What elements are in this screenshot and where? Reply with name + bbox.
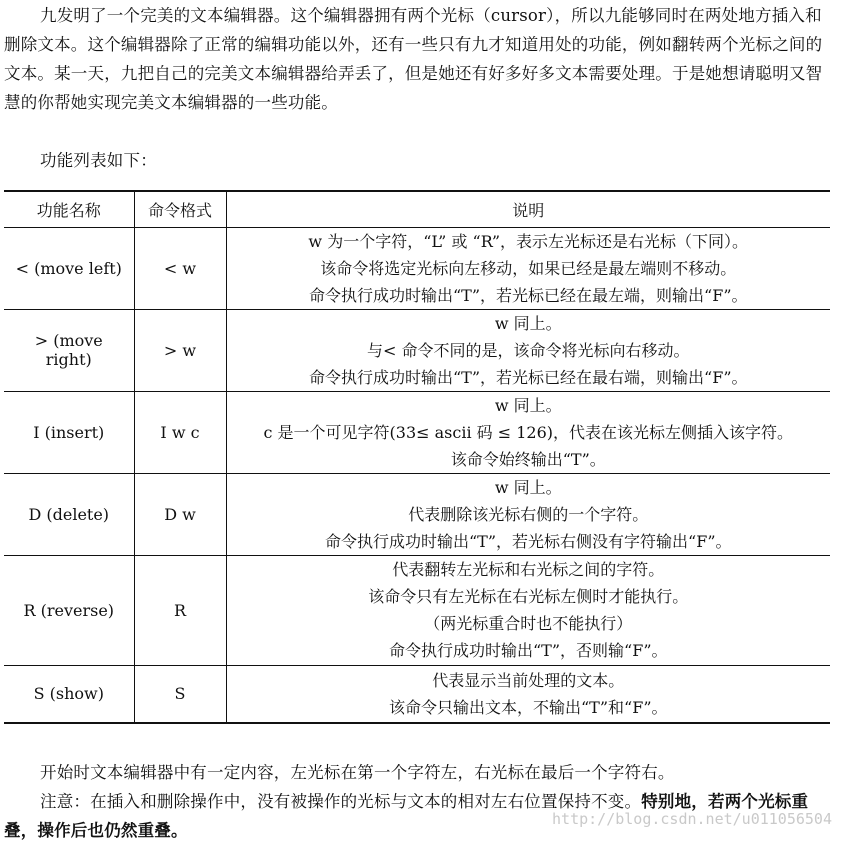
function-name-cell: < (move left) <box>4 227 134 309</box>
intro-paragraph: 九发明了一个完美的文本编辑器。这个编辑器拥有两个光标（cursor），所以九能够同时在两处地方插入和删除文本。这个编辑器除了正常的编辑功能以外，还有一些只有九才知道用处的功能，例如翻转两个光标之间的文本。某一天，九把自己的完美文本编辑器给弄丢了，但是她还有好多好多文本需要处理。于是她想请聪明又智慧的你帮她实现完美文本编辑器的一些功能。 <box>4 6 823 112</box>
function-name-cell: R (reverse) <box>4 555 134 665</box>
function-list-title: 功能列表如下： <box>40 151 157 170</box>
command-format-cell: < w <box>134 227 226 309</box>
table-row <box>4 309 830 391</box>
description-line: 命令执行成功时输出“T”，若光标已经在最左端，则输出“F”。 <box>309 285 748 305</box>
command-format-cell: R <box>134 555 226 665</box>
table-row <box>4 555 830 665</box>
description-cell <box>226 309 830 391</box>
command-format-cell: I w c <box>134 391 226 473</box>
table-row <box>4 665 830 723</box>
cursor-overlap-note: 特别地，若两个光标重叠，操作后也仍然重叠。 <box>4 792 809 840</box>
function-name-cell: > (move right) <box>4 309 134 391</box>
table-header-row <box>4 191 830 227</box>
description-line: 命令执行成功时输出“T”，否则输“F”。 <box>389 641 668 660</box>
description-line: 该命令只有左光标在右光标左侧时才能执行。 <box>368 587 689 606</box>
description-line: 命令执行成功时输出“T”，若光标右侧没有字符输出“F”。 <box>325 531 732 551</box>
description-line: 代表翻转左光标和右光标之间的字符。 <box>392 560 665 579</box>
description-cell <box>226 665 830 723</box>
description-cell <box>226 391 830 473</box>
table-row <box>4 227 830 309</box>
command-format-cell: S <box>134 665 226 723</box>
watermark: http://blog.csdn.net/u011056504 <box>552 810 832 828</box>
description-line: w 为一个字符，“L” 或 “R”，表示左光标还是右光标（下同）。 <box>308 231 749 251</box>
description-line: w 同上。 <box>494 313 562 333</box>
description-line: w 同上。 <box>494 395 562 415</box>
function-name-cell: I (insert) <box>4 391 134 473</box>
table-row <box>4 391 830 473</box>
function-name-cell: D (delete) <box>4 473 134 555</box>
description-line: 代表显示当前处理的文本。 <box>432 670 625 690</box>
function-table <box>4 190 830 724</box>
table-row <box>4 473 830 555</box>
function-name-cell: S (show) <box>4 665 134 723</box>
initial-state-note: 开始时文本编辑器中有一定内容，左光标在第一个字符左，右光标在最后一个字符右。 <box>40 763 675 782</box>
header-description: 说明 <box>512 200 545 220</box>
description-line: 命令执行成功时输出“T”，若光标已经在最右端，则输出“F”。 <box>309 367 748 387</box>
description-line: 与< 命令不同的是，该命令将光标向右移动。 <box>367 340 690 360</box>
description-line: c 是一个可见字符(33≤ ascii 码 ≤ 126)，代表在该光标左侧插入该字符。 <box>263 422 794 442</box>
command-format-cell: > w <box>134 309 226 391</box>
description-cell <box>226 555 830 665</box>
description-line: w 同上。 <box>494 477 562 497</box>
header-function-name: 功能名称 <box>4 191 134 227</box>
description-cell <box>226 227 830 309</box>
description-line: 该命令将选定光标向左移动，如果已经是最左端则不移动。 <box>320 258 737 278</box>
description-line: 代表删除该光标右侧的一个字符。 <box>408 504 649 524</box>
description-line: 该命令始终输出“T”。 <box>450 449 606 469</box>
description-cell <box>226 473 830 555</box>
command-format-cell: D w <box>134 473 226 555</box>
description-line: 该命令只输出文本，不输出“T”和“F”。 <box>389 697 668 717</box>
cursor-note-text: 注意：在插入和删除操作中，没有被操作的光标与文本的相对左右位置保持不变。 <box>40 792 642 811</box>
header-command-format: 命令格式 <box>134 191 226 227</box>
description-line: （两光标重合时也不能执行） <box>424 614 633 633</box>
